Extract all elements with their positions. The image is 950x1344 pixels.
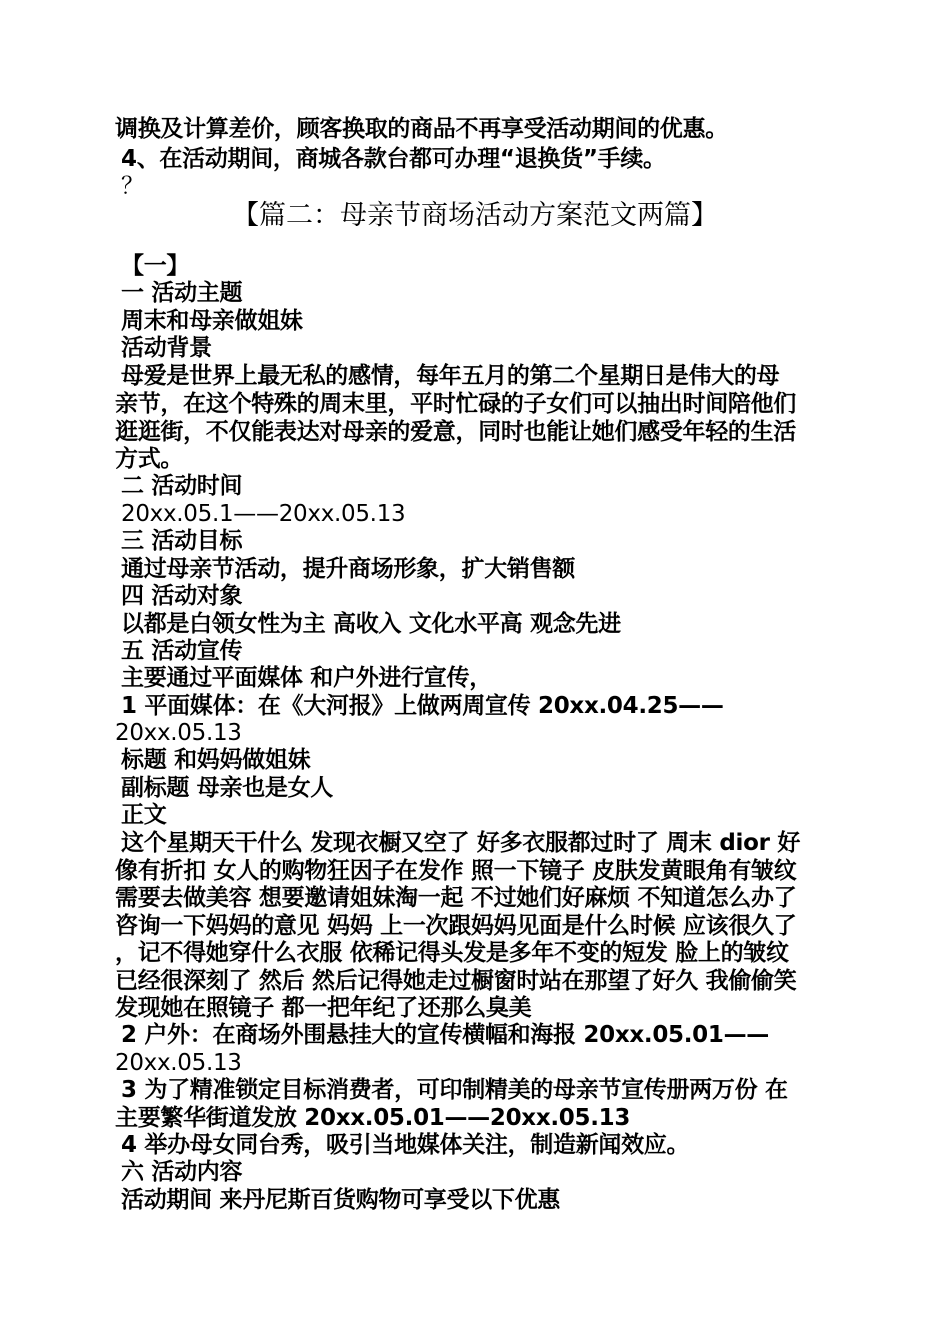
text-line: 通过母亲节活动，提升商场形象，扩大销售额 <box>121 556 576 582</box>
text-line: 周末和母亲做姐妹 <box>121 308 303 334</box>
text-line: 四 活动对象 <box>121 583 243 609</box>
text-line: 像有折扣 女人的购物狂因子在发作 照一下镜子 皮肤发黄眼角有皱纹 <box>115 858 797 884</box>
text-line: 20xx.05.13 <box>115 720 242 746</box>
text-line: 1 平面媒体：在《大河报》上做两周宣传 20xx.04.25—— <box>121 693 724 719</box>
text-line: 以都是白领女性为主 高收入 文化水平高 观念先进 <box>121 611 621 637</box>
text-line: 活动期间 来丹尼斯百货购物可享受以下优惠 <box>121 1187 561 1213</box>
text-line: 母爱是世界上最无私的感情，每年五月的第二个星期日是伟大的母 <box>121 363 780 389</box>
text-line: 活动背景 <box>121 335 212 361</box>
text-line: 咨询一下妈妈的意见 妈妈 上一次跟妈妈见面是什么时候 应该很久了 <box>115 913 797 939</box>
text-line: 亲节，在这个特殊的周末里，平时忙碌的子女们可以抽出时间陪他们 <box>115 391 797 417</box>
text-line: ，记不得她穿什么衣服 依稀记得头发是多年不变的短发 脸上的皱纹 <box>115 940 789 966</box>
text-line: 2 户外：在商场外围悬挂大的宣传横幅和海报 20xx.05.01—— <box>121 1022 769 1048</box>
text-line: 主要繁华街道发放 20xx.05.01——20xx.05.13 <box>115 1105 631 1131</box>
text-line: 发现她在照镜子 都一把年纪了还那么臭美 <box>115 995 532 1021</box>
text-line: 4 举办母女同台秀，吸引当地媒体关注，制造新闻效应。 <box>121 1132 690 1158</box>
text-line: 三 活动目标 <box>121 528 243 554</box>
text-line: 20xx.05.13 <box>115 1050 242 1076</box>
text-line: 这个星期天干什么 发现衣橱又空了 好多衣服都过时了 周末 dior 好 <box>121 830 801 856</box>
text-line: 调换及计算差价，顾客换取的商品不再享受活动期间的优惠。 <box>115 116 728 142</box>
text-line: 一 活动主题 <box>121 280 243 306</box>
text-line: 已经很深刻了 然后 然后记得她走过橱窗时站在那望了好久 我偷偷笑 <box>115 968 797 994</box>
text-line: 主要通过平面媒体 和户外进行宣传， <box>121 665 492 691</box>
text-line: 【一】 <box>121 253 190 279</box>
text-line: 五 活动宣传 <box>121 638 243 664</box>
text-line: 20xx.05.1——20xx.05.13 <box>121 501 406 527</box>
text-line: 标题 和妈妈做姐妹 <box>121 747 311 773</box>
text-line: 方式。 <box>115 446 184 472</box>
text-line: 4、在活动期间，商城各款台都可办理“退换货”手续。 <box>121 146 666 172</box>
text-line: 逛逛街，不仅能表达对母亲的爱意，同时也能让她们感受年轻的生活 <box>115 419 797 445</box>
text-line: 副标题 母亲也是女人 <box>121 775 334 801</box>
text-line: ？ <box>121 173 144 199</box>
text-line: 二 活动时间 <box>121 473 243 499</box>
text-line: 3 为了精准锁定目标消费者，可印制精美的母亲节宣传册两万份 在 <box>121 1077 788 1103</box>
text-line: 六 活动内容 <box>121 1159 243 1185</box>
text-line: 需要去做美容 想要邀请姐妹淘一起 不过她们好麻烦 不知道怎么办了 <box>115 885 797 911</box>
text-line: 正文 <box>121 802 167 828</box>
section-title: 【篇二：母亲节商场活动方案范文两篇】 <box>232 200 718 231</box>
